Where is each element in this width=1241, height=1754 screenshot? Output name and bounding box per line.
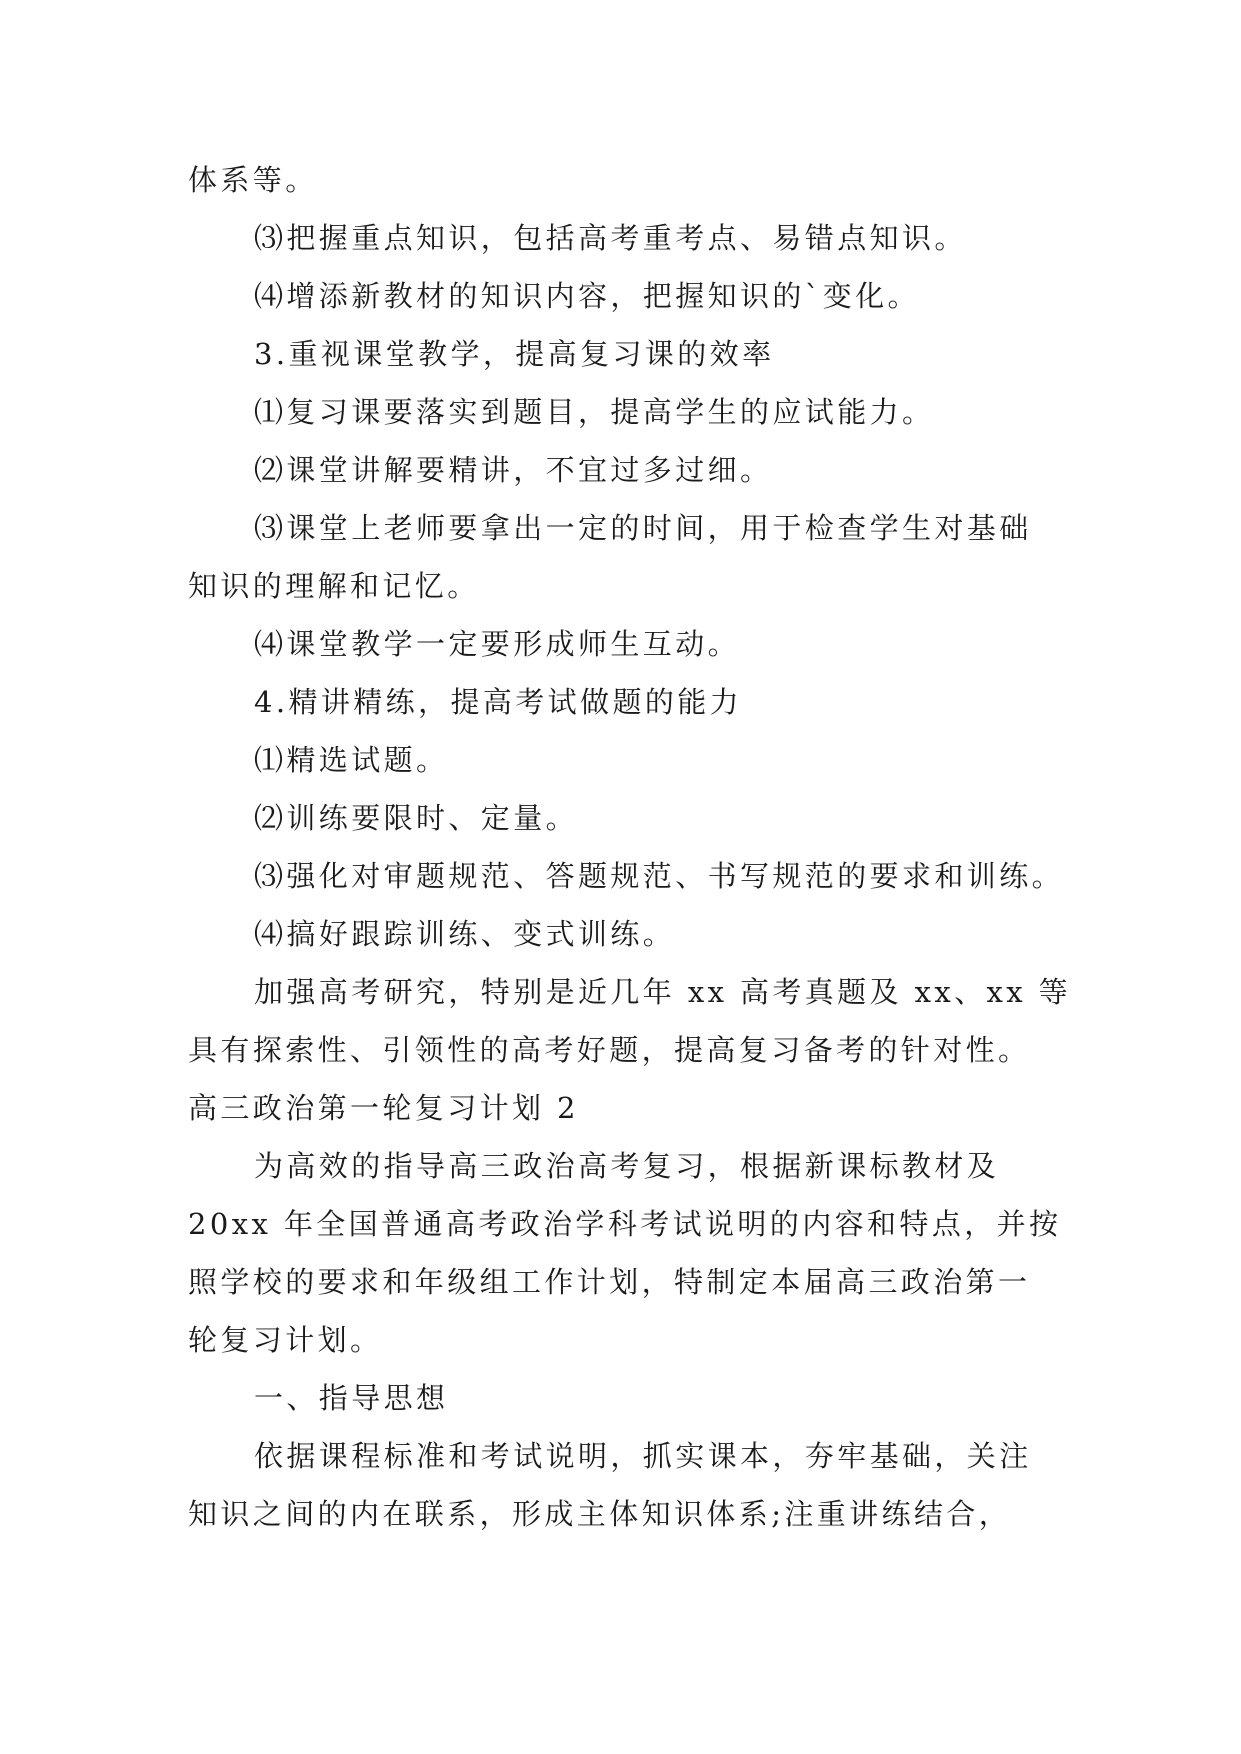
list-item: ⑷课堂教学一定要形成师生互动。 [254, 627, 741, 661]
paragraph: 依据课程标准和考试说明，抓实课本，夯牢基础，关注 [254, 1439, 1032, 1473]
section-heading: 4.精讲精练，提高考试做题的能力 [254, 685, 743, 719]
paragraph-continuation: 20xx 年全国普通高考政治学科考试说明的内容和特点，并按 [188, 1207, 1062, 1241]
list-item-continuation: 知识的理解和记忆。 [188, 569, 480, 603]
list-item: ⑶课堂上老师要拿出一定的时间，用于检查学生对基础 [254, 511, 1032, 545]
paragraph-continuation: 知识之间的内在联系，形成主体知识体系;注重讲练结合， [188, 1497, 1012, 1531]
section-heading: 3.重视课堂教学，提高复习课的效率 [254, 337, 775, 371]
list-item: ⑵训练要限时、定量。 [254, 801, 579, 835]
paragraph-continuation: 体系等。 [188, 163, 318, 197]
section-heading: 一、指导思想 [254, 1381, 449, 1415]
list-item: ⑷增添新教材的知识内容，把握知识的`变化。 [254, 279, 920, 313]
paragraph: 加强高考研究，特别是近几年 xx 高考真题及 xx、xx 等 [254, 975, 1072, 1009]
list-item: ⑴精选试题。 [254, 743, 449, 777]
paragraph-continuation: 轮复习计划。 [188, 1323, 383, 1357]
list-item: ⑶强化对审题规范、答题规范、书写规范的要求和训练。 [254, 859, 1065, 893]
list-item: ⑷搞好跟踪训练、变式训练。 [254, 917, 676, 951]
list-item: ⑵课堂讲解要精讲，不宜过多过细。 [254, 453, 773, 487]
document-title: 高三政治第一轮复习计划 2 [188, 1091, 579, 1125]
list-item: ⑶把握重点知识，包括高考重考点、易错点知识。 [254, 221, 967, 255]
list-item: ⑴复习课要落实到题目，提高学生的应试能力。 [254, 395, 935, 429]
paragraph: 为高效的指导高三政治高考复习，根据新课标教材及 [254, 1149, 1000, 1183]
paragraph-continuation: 照学校的要求和年级组工作计划，特制定本届高三政治第一 [188, 1265, 1031, 1299]
paragraph-continuation: 具有探索性、引领性的高考好题，提高复习备考的针对性。 [188, 1033, 1031, 1067]
